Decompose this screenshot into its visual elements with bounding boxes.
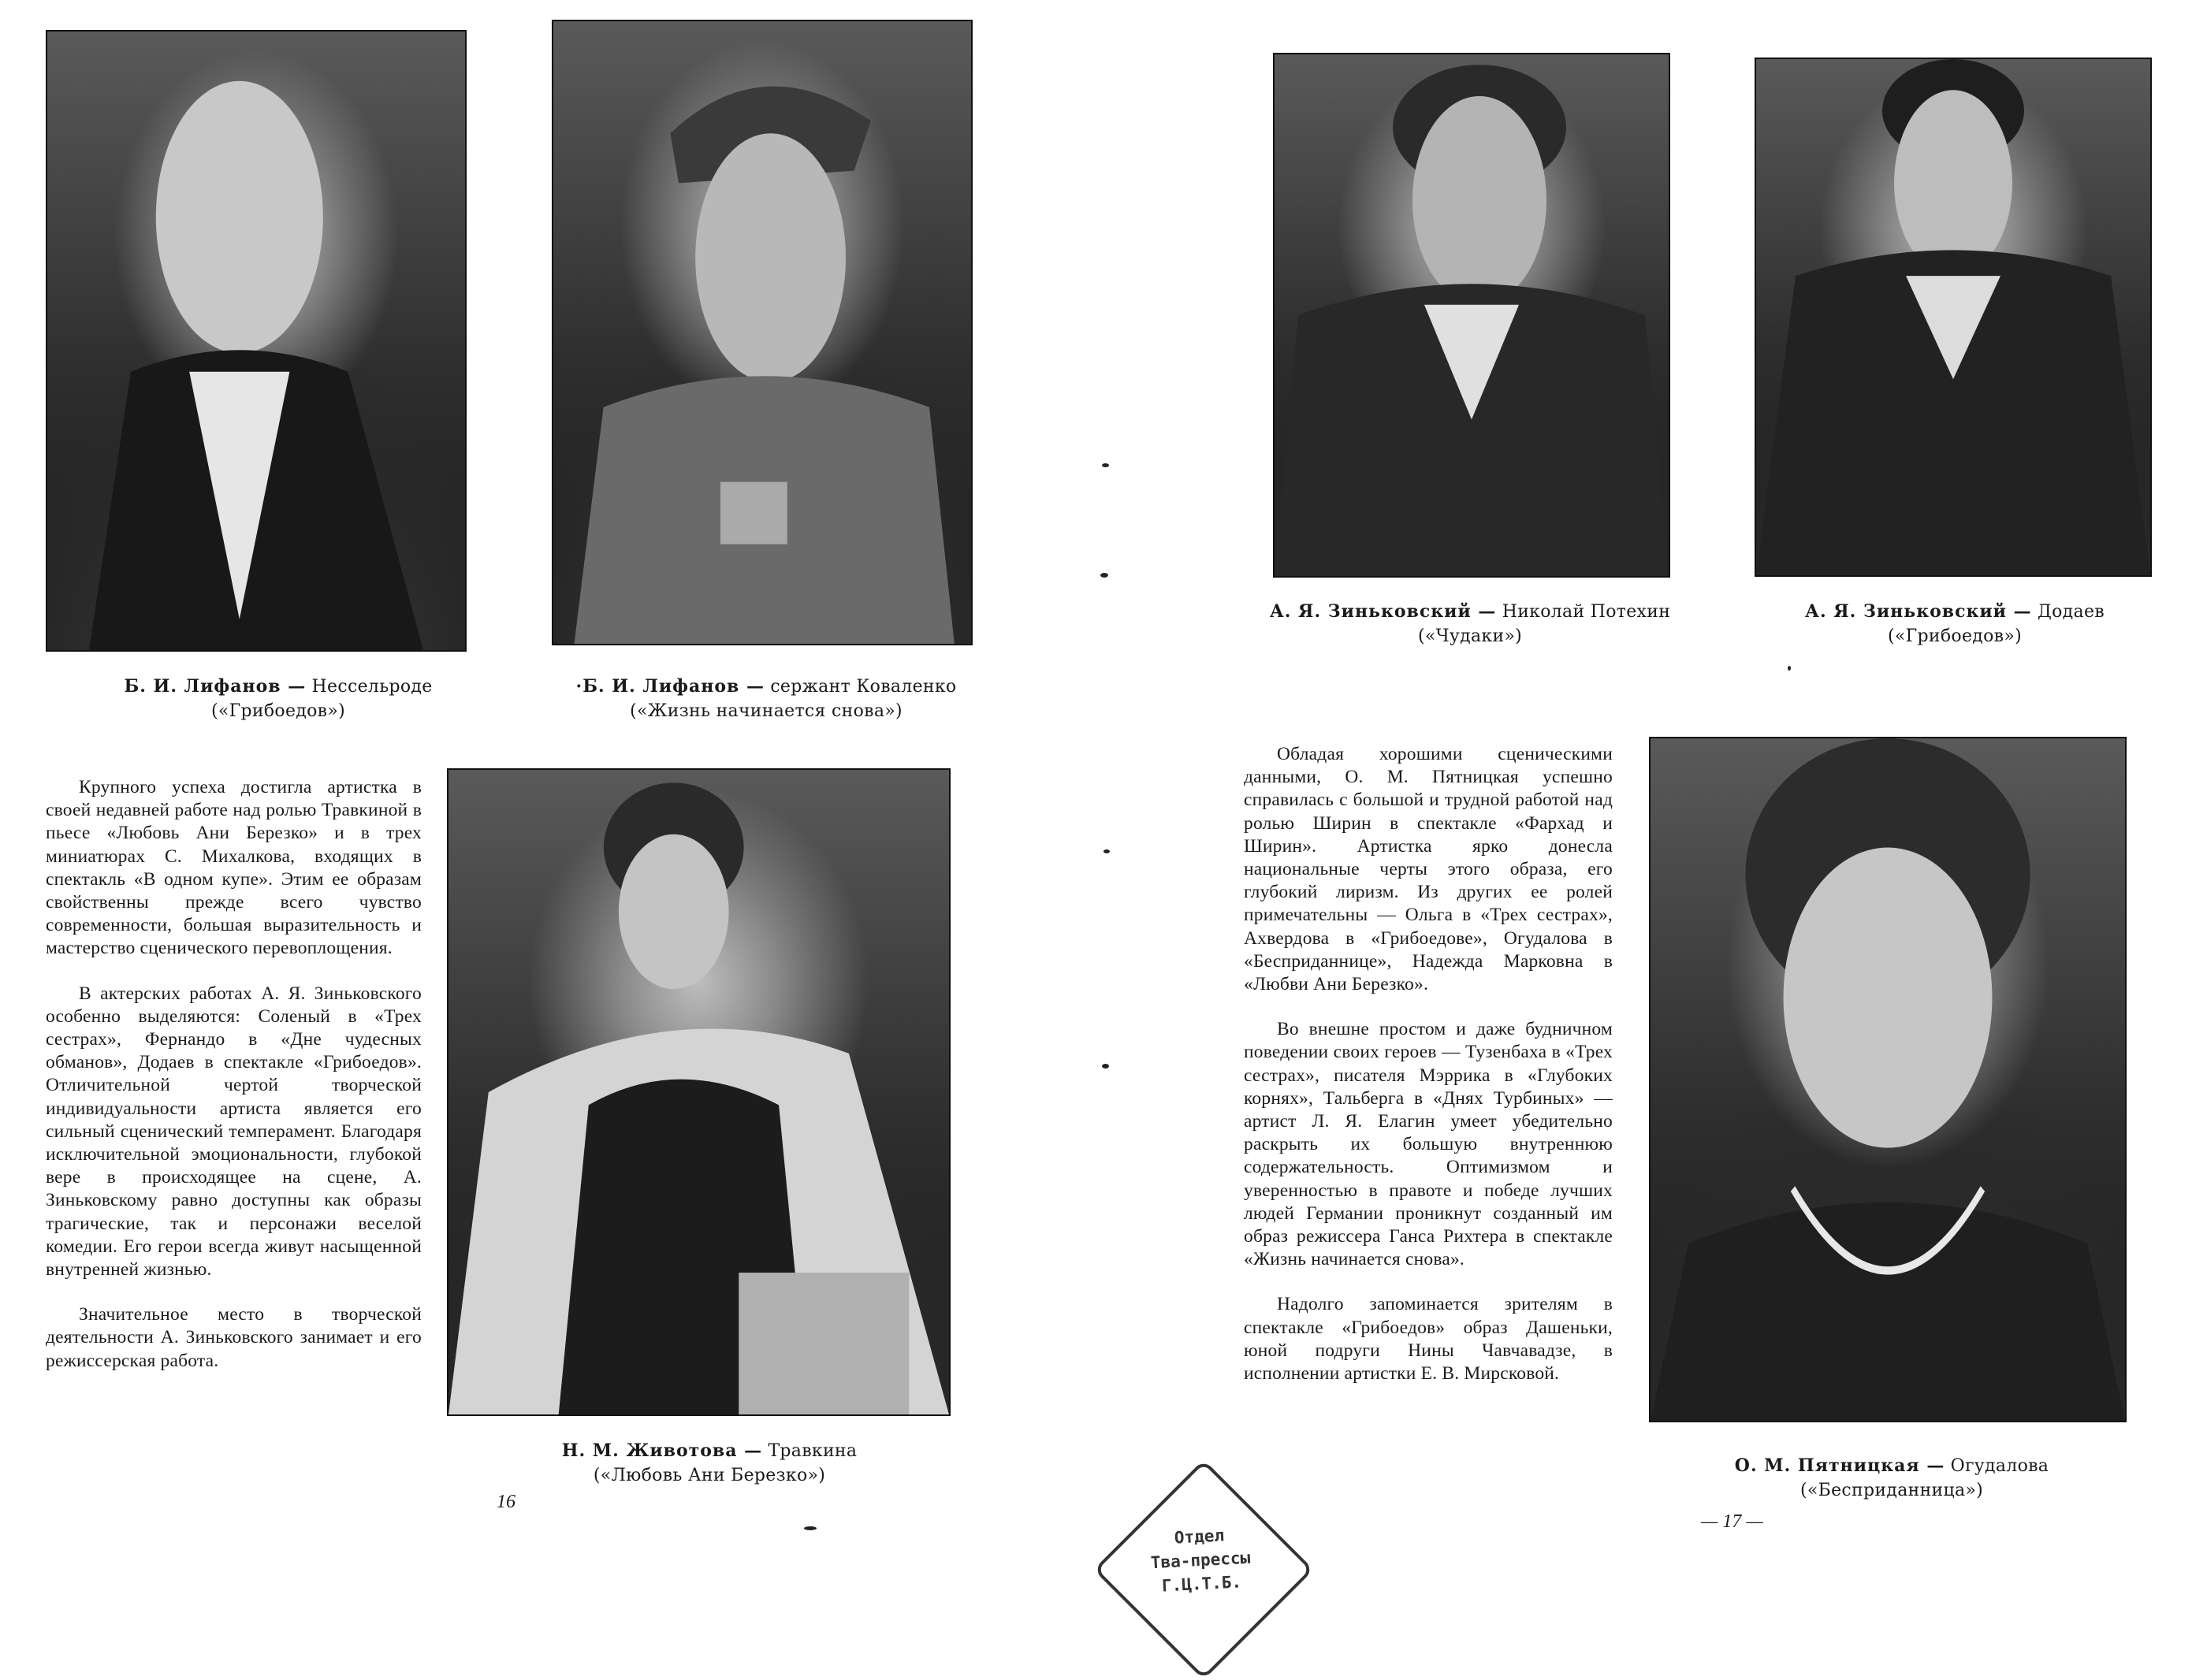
- caption-actor-name: А. Я. Зиньковский —: [1269, 601, 1497, 622]
- print-speck: [1104, 849, 1110, 853]
- print-speck: [804, 1526, 817, 1530]
- caption-role: Николай Потехин: [1502, 602, 1671, 622]
- library-stamp-text: [1116, 1521, 1285, 1600]
- caption-lifanov-kovalenko: [530, 675, 1003, 723]
- caption-play: («Грибоедов»): [1888, 626, 2022, 646]
- photo-zinkovsky-dodaev: [1755, 58, 2152, 577]
- caption-actor-name: ·Б. И. Лифанов —: [575, 676, 765, 697]
- article-paragraph: Обладая хорошими сценическими данными, О. М. Пятницкая успешно справилась с большой и трудной работой над ролью Ширин в спектакле «Фархад и Ширин». Артистка ярко донесла национальные черты этого образа, его глубокий лиризм. Из других ее ролей примечательны — Ольга в «Трех сестрах», Ахвердова в «Грибоедове», Огудалова в «Бесприданнице», Надежда Марковна в «Любви Ани Березко».: [1244, 744, 1613, 995]
- caption-play: («Бесприданница»): [1799, 1481, 1984, 1500]
- photo-lifanov-nesselrode: [46, 30, 467, 652]
- caption-play: («Грибоедов»): [211, 701, 345, 721]
- photo-zinkovsky-potekhin: [1273, 53, 1670, 578]
- print-speck: [1100, 573, 1108, 578]
- stamp-line: Тва-прессы: [1150, 1548, 1251, 1573]
- caption-zinkovsky-potekhin: [1226, 600, 1714, 649]
- stamp-line: Г.Ц.Т.Б.: [1161, 1572, 1242, 1596]
- caption-actor-name: Б. И. Лифанов —: [124, 676, 307, 697]
- caption-play: («Чудаки»): [1417, 626, 1523, 646]
- article-paragraph: Во внешне простом и даже будничном поведении своих героев — Тузенбаха в «Трех сестрах», писателя Мэррика в «Глубоких корнях», Тальберга в «Днях Турбиных» — артист Л. Я. Елагин умеет убедительно раскрыть их большую внутреннюю содержательность. Оптимизмом и уверенностью в правоте и победе лучших людей Германии проникнут созданный им образ режиссера Ганса Рихтера в спектакле «Жизнь начинается снова».: [1244, 1019, 1613, 1270]
- caption-role: Травкина: [768, 1441, 858, 1461]
- stamp-line: Отдел: [1174, 1526, 1225, 1548]
- print-speck: [1102, 463, 1109, 467]
- caption-zinkovsky-dodaev: [1734, 600, 2175, 649]
- caption-actor-name: О. М. Пятницкая —: [1734, 1455, 1945, 1476]
- caption-role: Огудалова: [1950, 1456, 2049, 1476]
- print-speck: [1102, 1064, 1109, 1069]
- article-paragraph: В актерских работах А. Я. Зиньковского особенно выделяются: Соленый в «Трех сестрах», Фернандо в «Дне чудесных обманов», Додаев в спектакле «Грибоедов». Отличительной чертой творческой индивидуальности артиста является его сильный сценический темперамент. Благодаря исключительной эмоциональности, глубокой вере в происходящее на сцене, А. Зиньковскому равно доступны как образы трагические, так и персонажи веселой комедии. Его герои всегда живут насыщенной внутренней жизнью.: [46, 983, 422, 1280]
- caption-zhivotova-travkina: [489, 1439, 930, 1488]
- article-paragraph: Надолго запоминается зрителям в спектакле «Грибоедов» образ Дашеньки, юной подруги Нины Чавчавадзе, в исполнении артистки Е. В. Мирсковой.: [1244, 1294, 1613, 1385]
- caption-play: («Жизнь начинается снова»): [630, 701, 903, 721]
- print-speck: [1788, 666, 1791, 671]
- caption-pyatnitskaya-ogudalova: [1671, 1454, 2112, 1503]
- caption-role: Додаев: [2037, 602, 2105, 622]
- caption-lifanov-nesselrode: [46, 675, 511, 723]
- photo-lifanov-kovalenko: [552, 20, 973, 645]
- caption-actor-name: А. Я. Зиньковский —: [1805, 601, 2032, 622]
- caption-play: («Любовь Ани Березко»): [593, 1466, 826, 1485]
- left-article-text: [46, 776, 422, 1395]
- article-paragraph: Значительное место в творческой деятельности А. Зиньковского занимает и его режиссерская работа.: [46, 1304, 422, 1371]
- right-article-text: [1244, 743, 1613, 1407]
- caption-actor-name: Н. М. Животова —: [561, 1440, 763, 1461]
- photo-pyatnitskaya-ogudalova: [1649, 737, 2127, 1422]
- page-number-right: — 17 —: [1701, 1511, 1763, 1532]
- caption-role: Нессельроде: [311, 677, 433, 697]
- article-paragraph: Крупного успеха достигла артистка в своей недавней работе над ролью Травкиной в пьесе «Любовь Ани Березко» и в трех миниатюрах С. Михалкова, входящих в спектакль «В одном купе». Этим ее образам свойственны прежде всего чувство современности, большая выразительность и мастерство сценического перевоплощения.: [46, 777, 422, 959]
- caption-role: сержант Коваленко: [770, 677, 957, 697]
- photo-zhivotova-travkina: [447, 768, 951, 1416]
- page-number-left: 16: [497, 1492, 515, 1512]
